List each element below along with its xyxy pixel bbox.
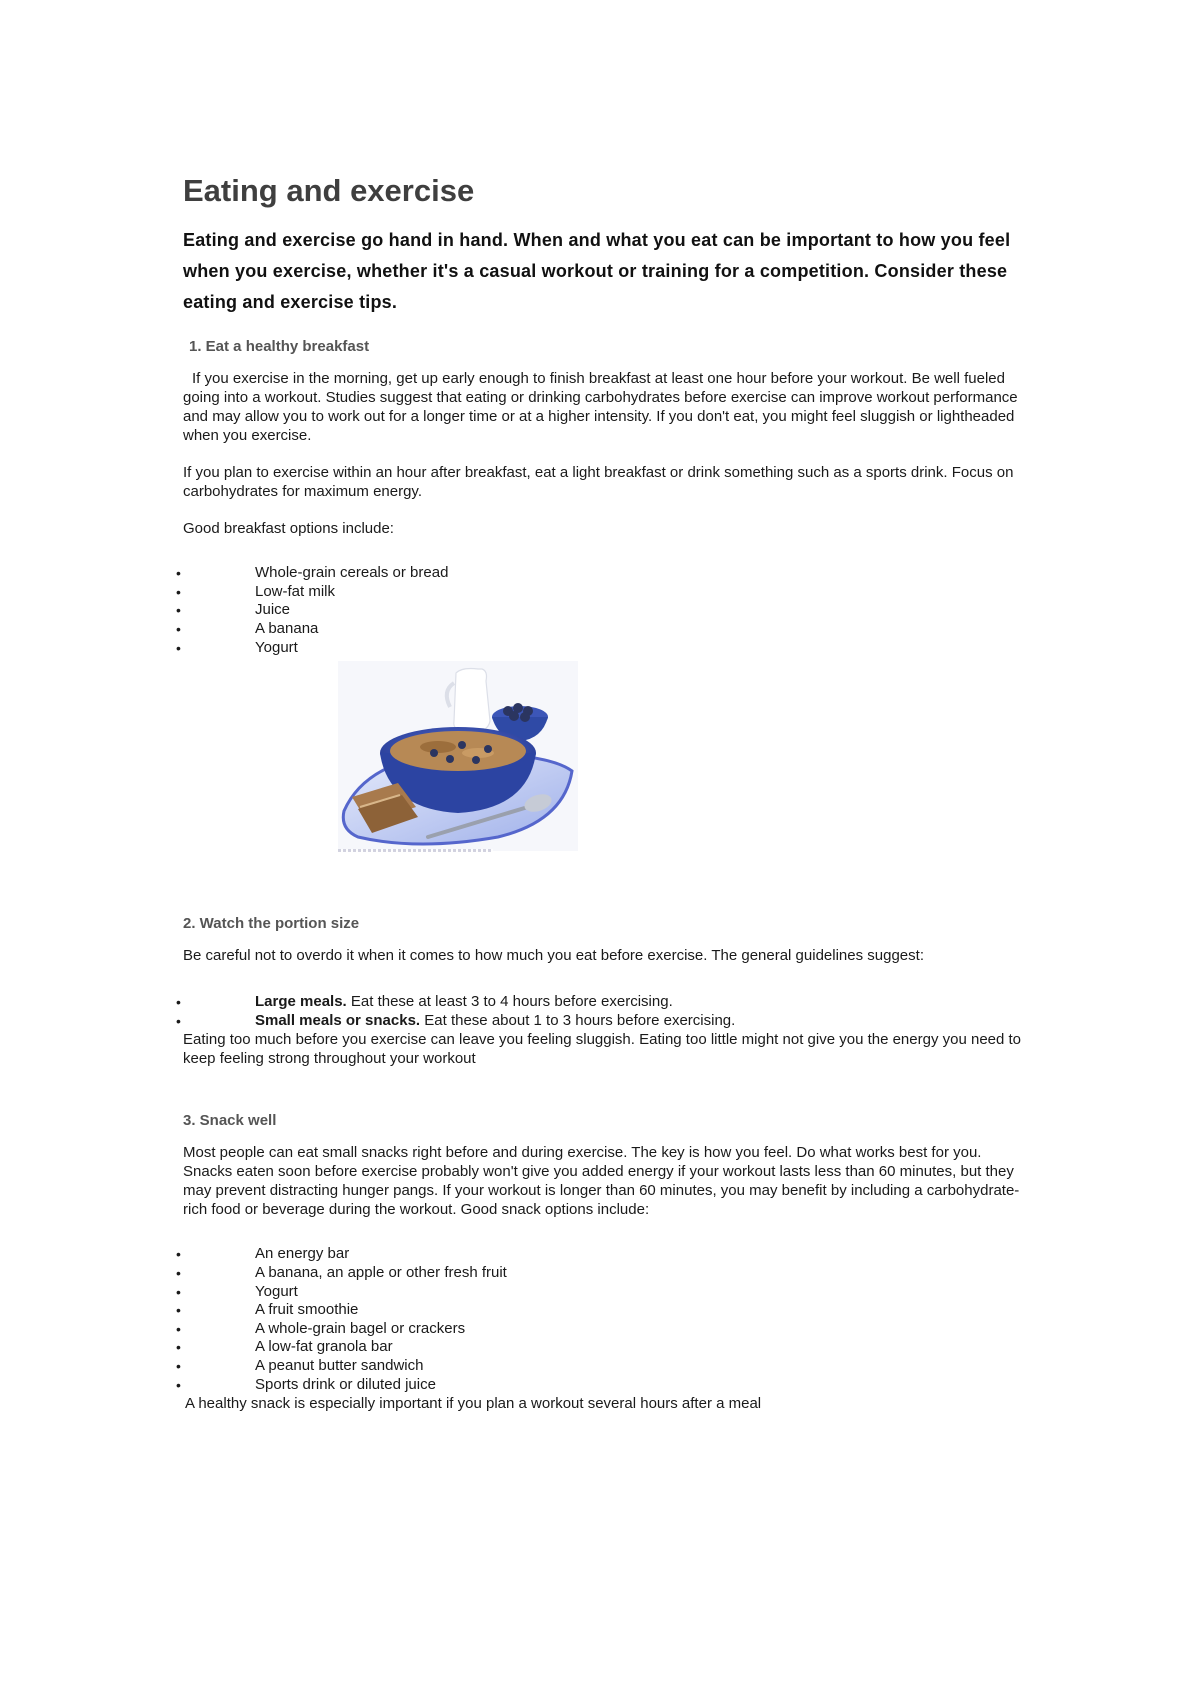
bullet-icon: • xyxy=(176,1339,181,1356)
bullet-icon: • xyxy=(176,1320,181,1337)
bullet-icon: • xyxy=(176,1012,181,1029)
portion-after: Eating too much before you exercise can leave you feeling sluggish. Eating too little might not give you the energy you need to keep feeling strong throughout your workout xyxy=(183,1031,1022,1068)
list-item: • A peanut butter sandwich xyxy=(176,1356,424,1374)
list-item: • A whole-grain bagel or crackers xyxy=(176,1319,466,1337)
image-caption-strip xyxy=(338,849,493,852)
portion-intro: Be careful not to overdo it when it comes to how much you eat before exercise. The general guidelines suggest: xyxy=(183,947,924,965)
bullet-icon: • xyxy=(176,1302,181,1319)
snack-options-list xyxy=(176,1245,1033,1394)
breakfast-photo xyxy=(338,661,578,857)
breakfast-paragraph-3: Good breakfast options include: xyxy=(183,520,394,538)
list-item: • Large meals. Eat these at least 3 to 4 hours before exercising. xyxy=(176,993,673,1011)
lead-paragraph: Eating and exercise go hand in hand. When and what you eat can be important to how you feel when you exercise, whether it's a casual workout or training for a competition. Consider these eating and exercise tips. xyxy=(183,230,1011,313)
portion-guidelines-list xyxy=(176,993,1033,1030)
section-heading-breakfast: 1. Eat a healthy breakfast xyxy=(189,338,370,356)
bullet-icon: • xyxy=(176,620,181,637)
list-item: • Small meals or snacks. Eat these about 1 to 3 hours before exercising. xyxy=(176,1011,736,1029)
bullet-icon: • xyxy=(176,1283,181,1300)
breakfast-paragraph-1: If you exercise in the morning, get up early enough to finish breakfast at least one hour before your workout. Be well fueled going into a workout. Studies suggest that eating or drinking carbohydrates before exercise can improve workout performance and may allow you to work out for a longer time or at a higher intensity. If you don't eat, you might feel sluggish or lightheaded when you exercise. xyxy=(183,370,1018,445)
list-item: • Yogurt xyxy=(176,1282,298,1300)
bullet-icon: • xyxy=(176,994,181,1011)
bullet-icon: • xyxy=(176,565,181,582)
list-item: • Sports drink or diluted juice xyxy=(176,1375,436,1393)
bullet-icon: • xyxy=(176,1357,181,1374)
breakfast-paragraph-2: If you plan to exercise within an hour after breakfast, eat a light breakfast or drink something such as a sports drink. Focus on carbohydrates for maximum energy. xyxy=(183,464,1014,501)
section-heading-portion: 2. Watch the portion size xyxy=(183,915,360,933)
document-body xyxy=(176,172,1033,1431)
bullet-icon: • xyxy=(176,1246,181,1263)
list-item: • A low-fat granola bar xyxy=(176,1338,393,1356)
list-item: • A banana xyxy=(176,619,319,637)
snack-intro: Most people can eat small snacks right before and during exercise. The key is how you feel. Do what works best for you. Snacks eaten soon before exercise probably won't give you added energy if your workout lasts less than 60 minutes, but they may prevent distracting hunger pangs. If your workout is longer than 60 minutes, you may benefit by including a carbohydrate-rich food or beverage during the workout. Good snack options include: xyxy=(183,1144,1020,1219)
breakfast-options-list xyxy=(176,564,1033,657)
list-item: • Low-fat milk xyxy=(176,582,336,600)
page-title: Eating and exercise xyxy=(183,173,475,208)
bullet-icon: • xyxy=(176,583,181,600)
list-item: • A banana, an apple or other fresh fruit xyxy=(176,1263,507,1281)
list-item: • A fruit smoothie xyxy=(176,1301,359,1319)
bullet-icon: • xyxy=(176,1264,181,1281)
bullet-icon: • xyxy=(176,639,181,656)
section-heading-snack: 3. Snack well xyxy=(183,1112,277,1130)
snack-after: A healthy snack is especially important if you plan a workout several hours after a meal xyxy=(185,1395,762,1413)
bullet-icon: • xyxy=(176,1376,181,1393)
list-item: • An energy bar xyxy=(176,1245,350,1263)
bullet-icon: • xyxy=(176,602,181,619)
cereal-bowl-illustration xyxy=(338,661,578,851)
list-item: • Yogurt xyxy=(176,638,298,656)
list-item: • Juice xyxy=(176,601,291,619)
list-item: • Whole-grain cereals or bread xyxy=(176,564,449,582)
